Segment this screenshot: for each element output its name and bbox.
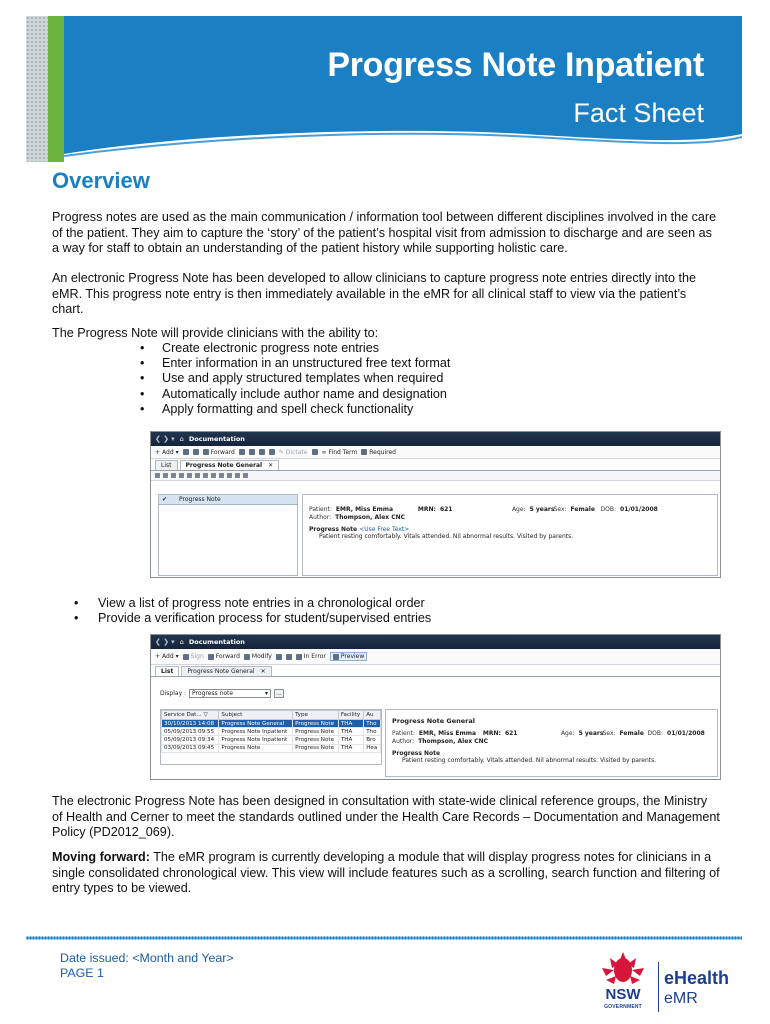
header-banner — [26, 16, 742, 162]
tab-strip — [151, 459, 720, 471]
emr-wordmark: eMR — [664, 990, 698, 1007]
col-subject[interactable]: Subject — [219, 711, 293, 720]
progress-note-heading: Progress Note — [392, 750, 441, 757]
mic-icon: ✎ — [278, 448, 284, 456]
toolbar-icon[interactable] — [269, 449, 275, 455]
format-toolbar — [151, 471, 720, 481]
col-author[interactable]: Au — [364, 711, 381, 720]
format-icon[interactable] — [187, 473, 192, 478]
mrn-value: 621 — [439, 506, 453, 513]
format-icon[interactable] — [235, 473, 240, 478]
patient-banner: Patient: EMR, Miss Emma MRN: 621 Age: 5 years Sex: Female DOB: 01/01/2008 — [392, 730, 705, 737]
ehealth-wordmark: eHealth — [664, 968, 730, 988]
toolbar-icon[interactable] — [183, 449, 189, 455]
sign-button[interactable]: Sign — [183, 653, 204, 660]
consultation-paragraph: The electronic Progress Note has been designed in consultation with state-wide clinical reference groups, the Ministry of Health and Cerner to meet the standards outlined under the Health Care Records – Documentation and Management Policy (PD2012_069). — [52, 794, 720, 840]
banner-wave — [64, 16, 742, 162]
modify-button[interactable]: Modify — [244, 653, 272, 660]
author-line: Author: Thompson, Alex CNC — [309, 513, 406, 521]
overview-paragraph-2: An electronic Progress Note has been developed to allow clinicians to capture progress note entries directly into the eMR. This progress note entry is then immediately available in the eMR for all clinical staff to view via the patient’s chart. — [52, 271, 697, 317]
home-icon[interactable]: ⌂ — [179, 435, 184, 443]
sex-value: Female — [570, 506, 595, 513]
plus-icon: + — [155, 653, 161, 660]
sex-value: Female — [619, 730, 644, 737]
mrn-value: 621 — [504, 730, 518, 737]
page-number: PAGE 1 — [60, 965, 104, 980]
progress-note-text: Patient resting comfortably. Vitals attended. Nil abnormal results. Visited by parents. — [319, 533, 574, 540]
toolbar — [151, 446, 720, 459]
format-icon[interactable] — [203, 473, 208, 478]
display-filter: Display : Progress note ▾ … — [160, 690, 283, 697]
format-icon[interactable] — [243, 473, 248, 478]
tab-strip — [151, 665, 720, 677]
format-icon[interactable] — [211, 473, 216, 478]
moving-forward-paragraph: Moving forward: The eMR program is currently developing a module that will display progress notes for clinicians in a single consolidated chronological view. This view will include features such as a scrolling, search function and filtering of entry types to be viewed. — [52, 850, 720, 896]
toolbar-icon[interactable] — [276, 654, 282, 660]
format-icon[interactable] — [155, 473, 160, 478]
window-title: Documentation — [188, 435, 245, 443]
note-preview — [385, 709, 718, 777]
government-wordmark: GOVERNMENT — [604, 1004, 642, 1010]
format-icon[interactable] — [163, 473, 168, 478]
col-type[interactable]: Type — [293, 711, 339, 720]
display-select[interactable]: Progress note ▾ — [189, 689, 271, 698]
nav-arrows[interactable]: ❮ ❯ ▾ — [155, 435, 175, 443]
window-titlebar — [151, 432, 720, 446]
progress-note-heading: Progress Note <Use Free Text> — [309, 526, 410, 533]
toolbar-icon[interactable] — [286, 654, 292, 660]
author-line: Author: Thompson, Alex CNC — [392, 737, 489, 745]
use-free-text-link[interactable]: <Use Free Text> — [359, 526, 410, 533]
modify-icon — [244, 654, 250, 660]
required-button[interactable]: Required — [361, 449, 396, 456]
list-item: • Apply formatting and spell check functionality — [140, 402, 450, 417]
date-issued: Date issued: <Month and Year> — [60, 951, 234, 965]
dictate-button[interactable]: ✎ Dictate — [278, 448, 308, 456]
toolbar-icon[interactable] — [312, 449, 318, 455]
table-row[interactable]: 05/09/2013 09:34 Progress Note Inpatient Progress Note THA Bro — [162, 736, 381, 744]
author-value: Thompson, Alex CNC — [418, 737, 489, 745]
forward-icon — [208, 654, 214, 660]
format-icon[interactable] — [171, 473, 176, 478]
document-tree — [158, 494, 298, 576]
toolbar-icon[interactable] — [193, 449, 199, 455]
close-icon[interactable]: ✕ — [260, 668, 266, 675]
dob-value: 01/01/2008 — [620, 506, 658, 513]
plus-icon: + — [155, 448, 161, 456]
patient-name: EMR, Miss Emma — [418, 730, 477, 737]
table-row[interactable]: 05/09/2013 09:55 Progress Note Inpatient Progress Note THA Tho — [162, 728, 381, 736]
preview-title: Progress Note General — [392, 717, 475, 725]
nav-arrows[interactable]: ❮ ❯ ▾ — [155, 638, 175, 646]
find-term-button[interactable]: ∞ Find Term — [321, 448, 358, 456]
list-item: • Enter information in an unstructured free text format — [140, 356, 450, 371]
note-editor[interactable] — [302, 494, 718, 576]
documentation-screenshot-list — [150, 634, 721, 780]
table-header — [162, 711, 381, 720]
format-icon[interactable] — [179, 473, 184, 478]
waratah-icon — [592, 950, 654, 986]
banner-green-stripe — [48, 16, 64, 162]
format-icon[interactable] — [195, 473, 200, 478]
close-icon[interactable]: ✕ — [268, 462, 274, 469]
overview-paragraph-1: Progress notes are used as the main communication / information tool between different disciplines involved in the care of the patient. They aim to capture the ‘story’ of the patient’s hospital visit from admission to discharge and are seen as a way for staff to obtain an understanding of the patient history while supporting holistic care. — [52, 210, 717, 256]
sign-icon — [183, 654, 189, 660]
author-value: Thompson, Alex CNC — [335, 513, 406, 521]
nsw-wordmark: NSW — [605, 986, 641, 1003]
age-value: 5 years — [578, 730, 604, 737]
table-row[interactable]: 03/09/2013 09:45 Progress Note Progress Note THA Hea — [162, 744, 381, 752]
progress-note-text: Patient resting comfortably. Vitals attended. Nil abnormal results. Visited by parents. — [402, 757, 657, 764]
logo-divider — [658, 962, 659, 1012]
footer — [60, 951, 234, 980]
preview-icon — [333, 654, 339, 660]
tab-progress-note-general[interactable]: Progress Note General ✕ — [180, 460, 280, 470]
ellipsis-button[interactable]: … — [276, 690, 283, 697]
moving-forward-label: Moving forward: — [52, 850, 150, 864]
forward-button[interactable]: Forward — [208, 653, 240, 660]
footer-divider — [26, 936, 742, 940]
page-title: Progress Note Inpatient — [327, 46, 704, 84]
page-subtitle: Fact Sheet — [573, 98, 704, 128]
table-row[interactable]: 30/10/2013 14:08 Progress Note General Progress Note THA Tho — [162, 720, 381, 728]
note-list-table — [160, 709, 382, 765]
toolbar-icon[interactable] — [249, 449, 255, 455]
tab-progress-note-general[interactable]: Progress Note General ✕ — [181, 666, 271, 676]
in-error-button[interactable]: In Error — [296, 653, 326, 660]
list-item: • Automatically include author name and designation — [140, 387, 450, 402]
tab-list[interactable]: List — [155, 460, 178, 470]
toolbar — [151, 649, 720, 665]
banner-dot-pattern — [26, 16, 48, 162]
toolbar-icon[interactable] — [239, 449, 245, 455]
add-button[interactable]: + Add ▾ — [155, 448, 179, 456]
tree-item-progress-note[interactable]: ✔ Progress Note — [159, 495, 297, 505]
window-title: Documentation — [188, 638, 245, 646]
age-value: 5 years — [529, 506, 555, 513]
feature-list-2 — [74, 596, 431, 627]
overview-heading: Overview — [52, 168, 150, 193]
col-service-date[interactable]: Service Dat... ▽ — [162, 711, 219, 720]
toolbar-icon[interactable] — [259, 449, 265, 455]
feature-list — [140, 341, 450, 417]
window-titlebar — [151, 635, 720, 649]
patient-name: EMR, Miss Emma — [335, 506, 394, 513]
format-icon[interactable] — [219, 473, 224, 478]
patient-banner: Patient: EMR, Miss Emma MRN: 621 Age: 5 years Sex: Female DOB: 01/01/2008 — [309, 506, 658, 513]
in-error-icon — [296, 654, 302, 660]
list-item: • Provide a verification process for student/supervised entries — [74, 611, 431, 626]
check-icon: ✔ — [162, 496, 168, 503]
overview-paragraph-3: The Progress Note will provide clinicians with the ability to: — [52, 326, 379, 340]
col-facility[interactable]: Facility — [338, 711, 363, 720]
dob-value: 01/01/2008 — [667, 730, 705, 737]
documentation-screenshot-editor — [150, 431, 721, 578]
tab-list[interactable]: List — [155, 666, 179, 676]
chevron-down-icon: ▾ — [265, 690, 269, 697]
home-icon[interactable]: ⌂ — [179, 638, 184, 646]
list-item: • Create electronic progress note entries — [140, 341, 450, 356]
preview-button[interactable]: Preview — [330, 652, 367, 661]
forward-button[interactable]: Forward — [203, 449, 235, 456]
forward-icon — [203, 449, 209, 455]
add-button[interactable]: + Add ▾ — [155, 653, 179, 660]
required-icon — [361, 449, 367, 455]
list-item: • View a list of progress note entries in a chronological order — [74, 596, 431, 611]
list-item: • Use and apply structured templates when required — [140, 371, 450, 386]
format-icon[interactable] — [227, 473, 232, 478]
binoculars-icon: ∞ — [321, 448, 327, 456]
nsw-ehealth-logo — [592, 950, 742, 1016]
